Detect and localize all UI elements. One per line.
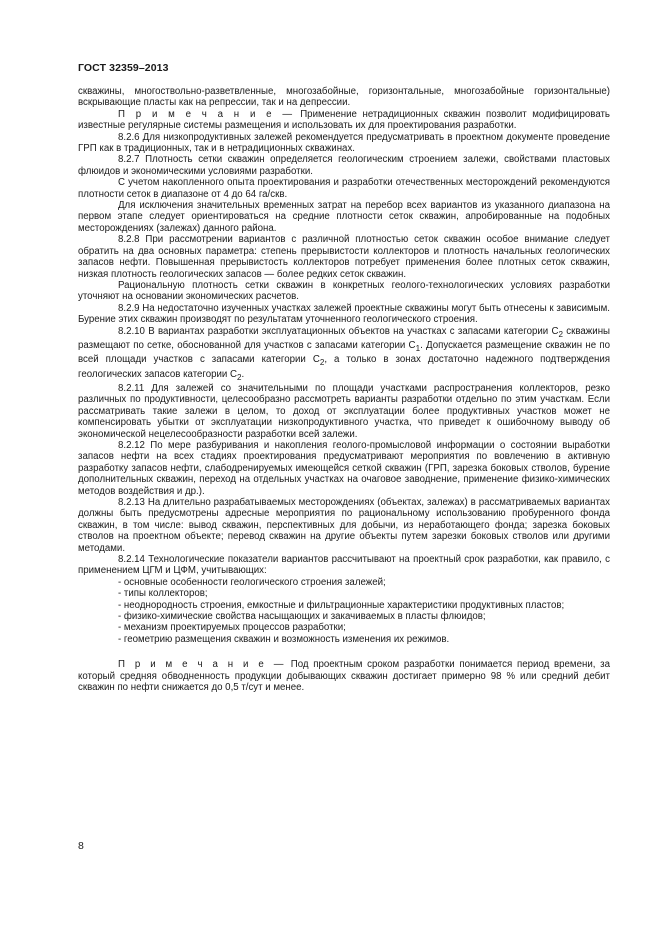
note-text: Под проектным сроком разработки понимается период времени, за который средняя обводненность продукции добывающих скважин достигает примерно 98 % или средний дебит скважин по нефти снижается до 0,5 т/сут и менее. [78,659,610,694]
note-paragraph [78,659,610,693]
subscript: 1 [415,343,421,353]
note-paragraph [78,109,610,132]
list-item: - физико-химические свойства насыщающих и закачиваемых в пласты флюидов; [118,611,486,623]
note-label: П р и м е ч а н и е — [118,108,295,120]
paragraph-variant-search: Для исключения значительных временных затрат на перебор всех вариантов из указанного диапазона на первом этапе следует ориентироваться на средние плотности сеток скважин, апробированные на подобных месторождениях (залежах) данного района. [78,200,610,234]
clause-8-2-10-part-3: . Допускается размещение скважин не по всей площади участков с запасами категории С [78,339,610,366]
document-header: ГОСТ 32359–2013 [78,62,169,74]
clause-8-2-13: 8.2.13 На длительно разрабатываемых месторождениях (объектах, залежах) в рассматриваемых вариантах должны быть предусмотрены адресные мероприятия по рациональному использованию пробуренного фонда скважин, в том числе: вывод скважин, перспективных для добычи, из неработающего фонда; зарезка боковых стволов на проектном объекте; перевод скважин на другие объекты путем зарезки боковых стволов или другими методами. [78,496,610,554]
clause-8-2-10-part-2: скважины размещают по сетке, обоснованной для участков с запасами категории С [78,325,611,351]
list-item: - механизм проектируемых процессов разработки; [118,622,346,634]
clause-8-2-7: 8.2.7 Плотность сетки скважин определяется геологическим строением залежи, свойствами пластовых флюидов и экономическими условиями разработки. [78,154,610,177]
clause-8-2-11: 8.2.11 Для залежей со значительными по площади участками распространения коллекторов, резко различных по продуктивности, целесообразно рассмотреть варианты разработки отдельно по этим участкам. Если рассматривать такие залежи в целом, то доход от эксплуатации более продуктивных участков может не компенсировать убытки от эксплуатации низкопродуктивного участка, что приведет к ошибочному выводу об экономической нецелесообразности разработки всей залежи. [78,382,610,440]
subscript: 2 [319,358,325,368]
list-item: - неоднородность строения, емкостные и фильтрационные характеристики продуктивных пластов; [118,599,565,611]
note-text: Применение нетрадиционных скважин позволит модифицировать известные регулярные системы размещения и использовать их для проектирования разработки. [78,108,610,132]
clause-8-2-10-part-5: . [241,368,245,380]
list-item: - геометрию размещения скважин и возможность изменения их режимов. [118,633,450,645]
clause-8-2-9: 8.2.9 На недостаточно изученных участках залежей проектные скважины могут быть отнесены к зависимым. Бурение этих скважин производят по результатам уточненного геологического строения. [78,302,610,326]
subscript: 2 [558,329,563,339]
paragraph-continuation: скважины, многоствольно-разветвленные, многозабойные, горизонтальные, многозабойные горизонтальные) вскрывающие пласты как на репрессии, так и на депрессии. [78,86,610,109]
list-item: - типы коллекторов; [118,588,208,600]
paragraph-rational-density: Рациональную плотность сетки скважин в конкретных геолого-технологических условиях разработки уточняют на основании экономических расчетов. [78,279,610,303]
document-body [78,86,610,693]
note-label: П р и м е ч а н и е — [118,659,287,671]
clause-8-2-8: 8.2.8 При рассмотрении вариантов с различной плотностью сеток скважин особое внимание следует обратить на два основных параметра: степень прерывистости коллекторов и плотность начальных геологических запасов нефти. Повышенная прерывистость коллекторов потребует применения более плотных сеток скважин, низкая плотность геологических запасов — более редких сеток скважин. [78,234,610,280]
paragraph-grid-density: С учетом накопленного опыта проектирования и разработки отечественных месторождений рекомендуются плотности сеток в диапазоне от 4 до 64 га/скв. [78,177,610,200]
clause-8-2-14: 8.2.14 Технологические показатели вариантов рассчитывают на проектный срок разработки, как правило, с применением ЦГМ и ЦФМ, учитывающих: [78,554,610,577]
clause-8-2-10-part-1: 8.2.10 В вариантах разработки эксплуатационных объектов на участках с запасами категории С [118,325,559,337]
page-number: 8 [78,840,84,852]
subscript: 2 [237,372,242,382]
clause-8-2-10 [78,326,610,383]
clause-8-2-12: 8.2.12 По мере разбуривания и накопления геолого-промысловой информации о состоянии выработки запасов нефти на всех стадиях проектирования предусматривают мероприятия по вовлечению в активную разработку запасов нефти, слабодренируемых имеющейся сеткой скважин (ГРП, зарезка боковых стволов, бурение дополнительных скважин, переход на отдельных участках на очаговое заводнение, применение физико-химических методов воздействия и др.). [78,439,610,497]
list-item: - основные особенности геологического строения залежей; [118,576,386,588]
clause-8-2-10-part-4: , а только в зонах достаточно надежного подтверждения геологических запасов категории С [78,354,610,380]
clause-8-2-6: 8.2.6 Для низкопродуктивных залежей рекомендуется предусматривать в проектном документе проведение ГРП как в традиционных, так и в нетрадиционных скважинах. [78,131,610,155]
